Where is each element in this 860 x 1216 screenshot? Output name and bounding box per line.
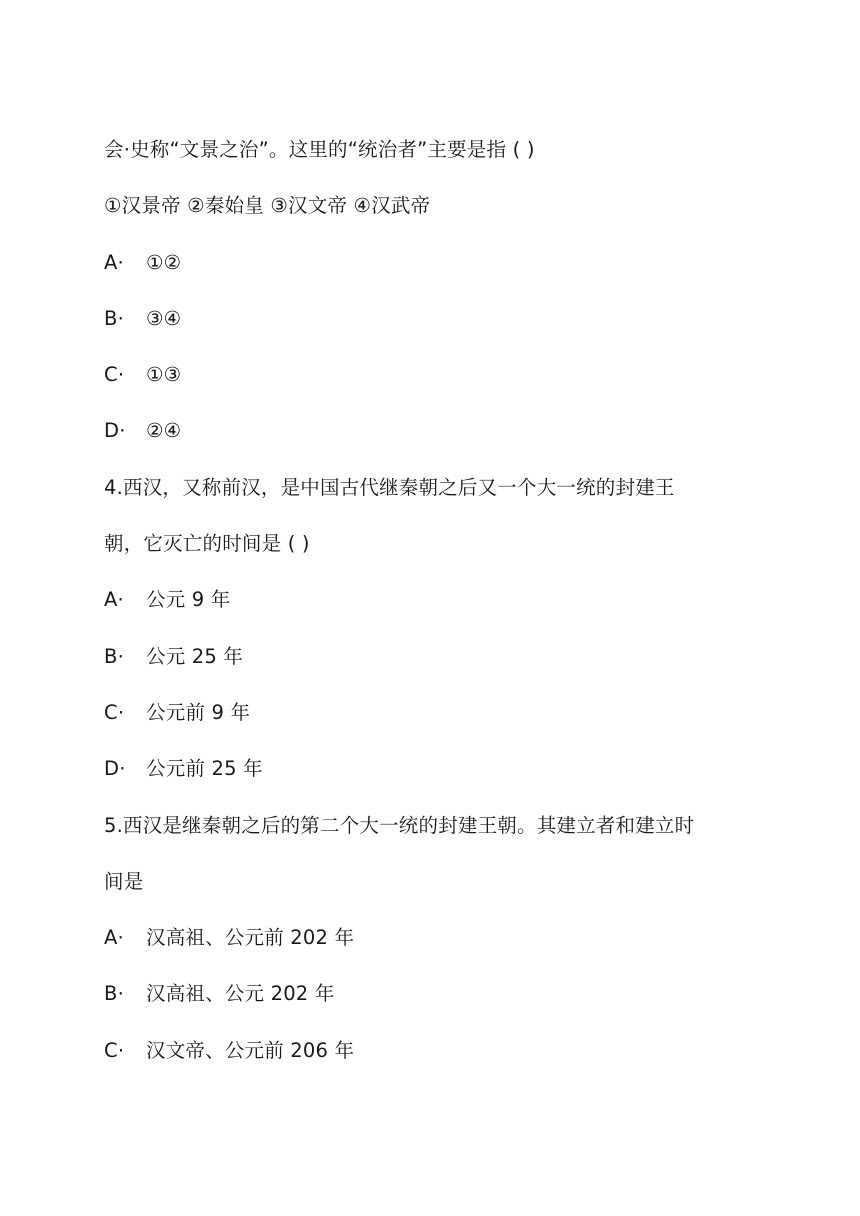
option-letter: D· [104, 757, 126, 781]
question-4-option-c [104, 693, 764, 749]
option-letter: B· [104, 306, 124, 330]
option-text: 公元 25 年 [146, 644, 244, 668]
option-text: 公元前 9 年 [146, 700, 251, 724]
option-text: 汉高祖、公元 202 年 [146, 982, 335, 1006]
option-letter: A· [104, 588, 124, 612]
question-3-option-a [104, 243, 764, 299]
question-5-option-c [104, 1031, 764, 1087]
option-text: ①② [146, 250, 182, 274]
option-letter: D· [104, 419, 126, 443]
question-3-option-d [104, 411, 764, 467]
question-4-stem-line-1 [104, 468, 764, 524]
question-5-option-b [104, 974, 764, 1030]
question-3-stem-end [104, 130, 764, 186]
line-text: 会·史称“文景之治”。这里的“统治者”主要是指 ( ) [104, 138, 535, 161]
option-text: ①③ [146, 363, 182, 387]
line-text: 4.西汉，又称前汉，是中国古代继秦朝之后又一个大一统的封建王 [104, 475, 675, 499]
option-letter: C· [104, 700, 125, 724]
question-4-stem-line-2 [104, 524, 764, 580]
option-text: ②④ [146, 419, 182, 443]
line-text: ①汉景帝 ②秦始皇 ③汉文帝 ④汉武帝 [104, 194, 431, 218]
question-5-stem-line-1 [104, 806, 764, 862]
option-letter: C· [104, 1038, 125, 1062]
option-text: ③④ [146, 306, 182, 330]
line-text: 5.西汉是继秦朝之后的第二个大一统的封建王朝。其建立者和建立时 [104, 813, 695, 837]
question-3-choices-list [104, 186, 764, 242]
question-3-option-b [104, 299, 764, 355]
option-letter: A· [104, 926, 124, 950]
line-text: 间是 [104, 869, 144, 893]
document-page [104, 130, 764, 1087]
option-text: 汉文帝、公元前 206 年 [146, 1038, 355, 1062]
option-text: 公元 9 年 [146, 588, 231, 612]
option-text: 公元前 25 年 [146, 757, 263, 781]
option-text: 汉高祖、公元前 202 年 [146, 926, 355, 950]
option-letter: A· [104, 250, 124, 274]
question-4-option-d [104, 749, 764, 805]
option-letter: B· [104, 982, 124, 1006]
option-letter: B· [104, 644, 124, 668]
question-3-option-c [104, 355, 764, 411]
question-4-option-b [104, 637, 764, 693]
question-4-option-a [104, 580, 764, 636]
question-5-option-a [104, 918, 764, 974]
question-5-stem-line-2 [104, 862, 764, 918]
line-text: 朝，它灭亡的时间是 ( ) [104, 532, 310, 556]
option-letter: C· [104, 363, 125, 387]
